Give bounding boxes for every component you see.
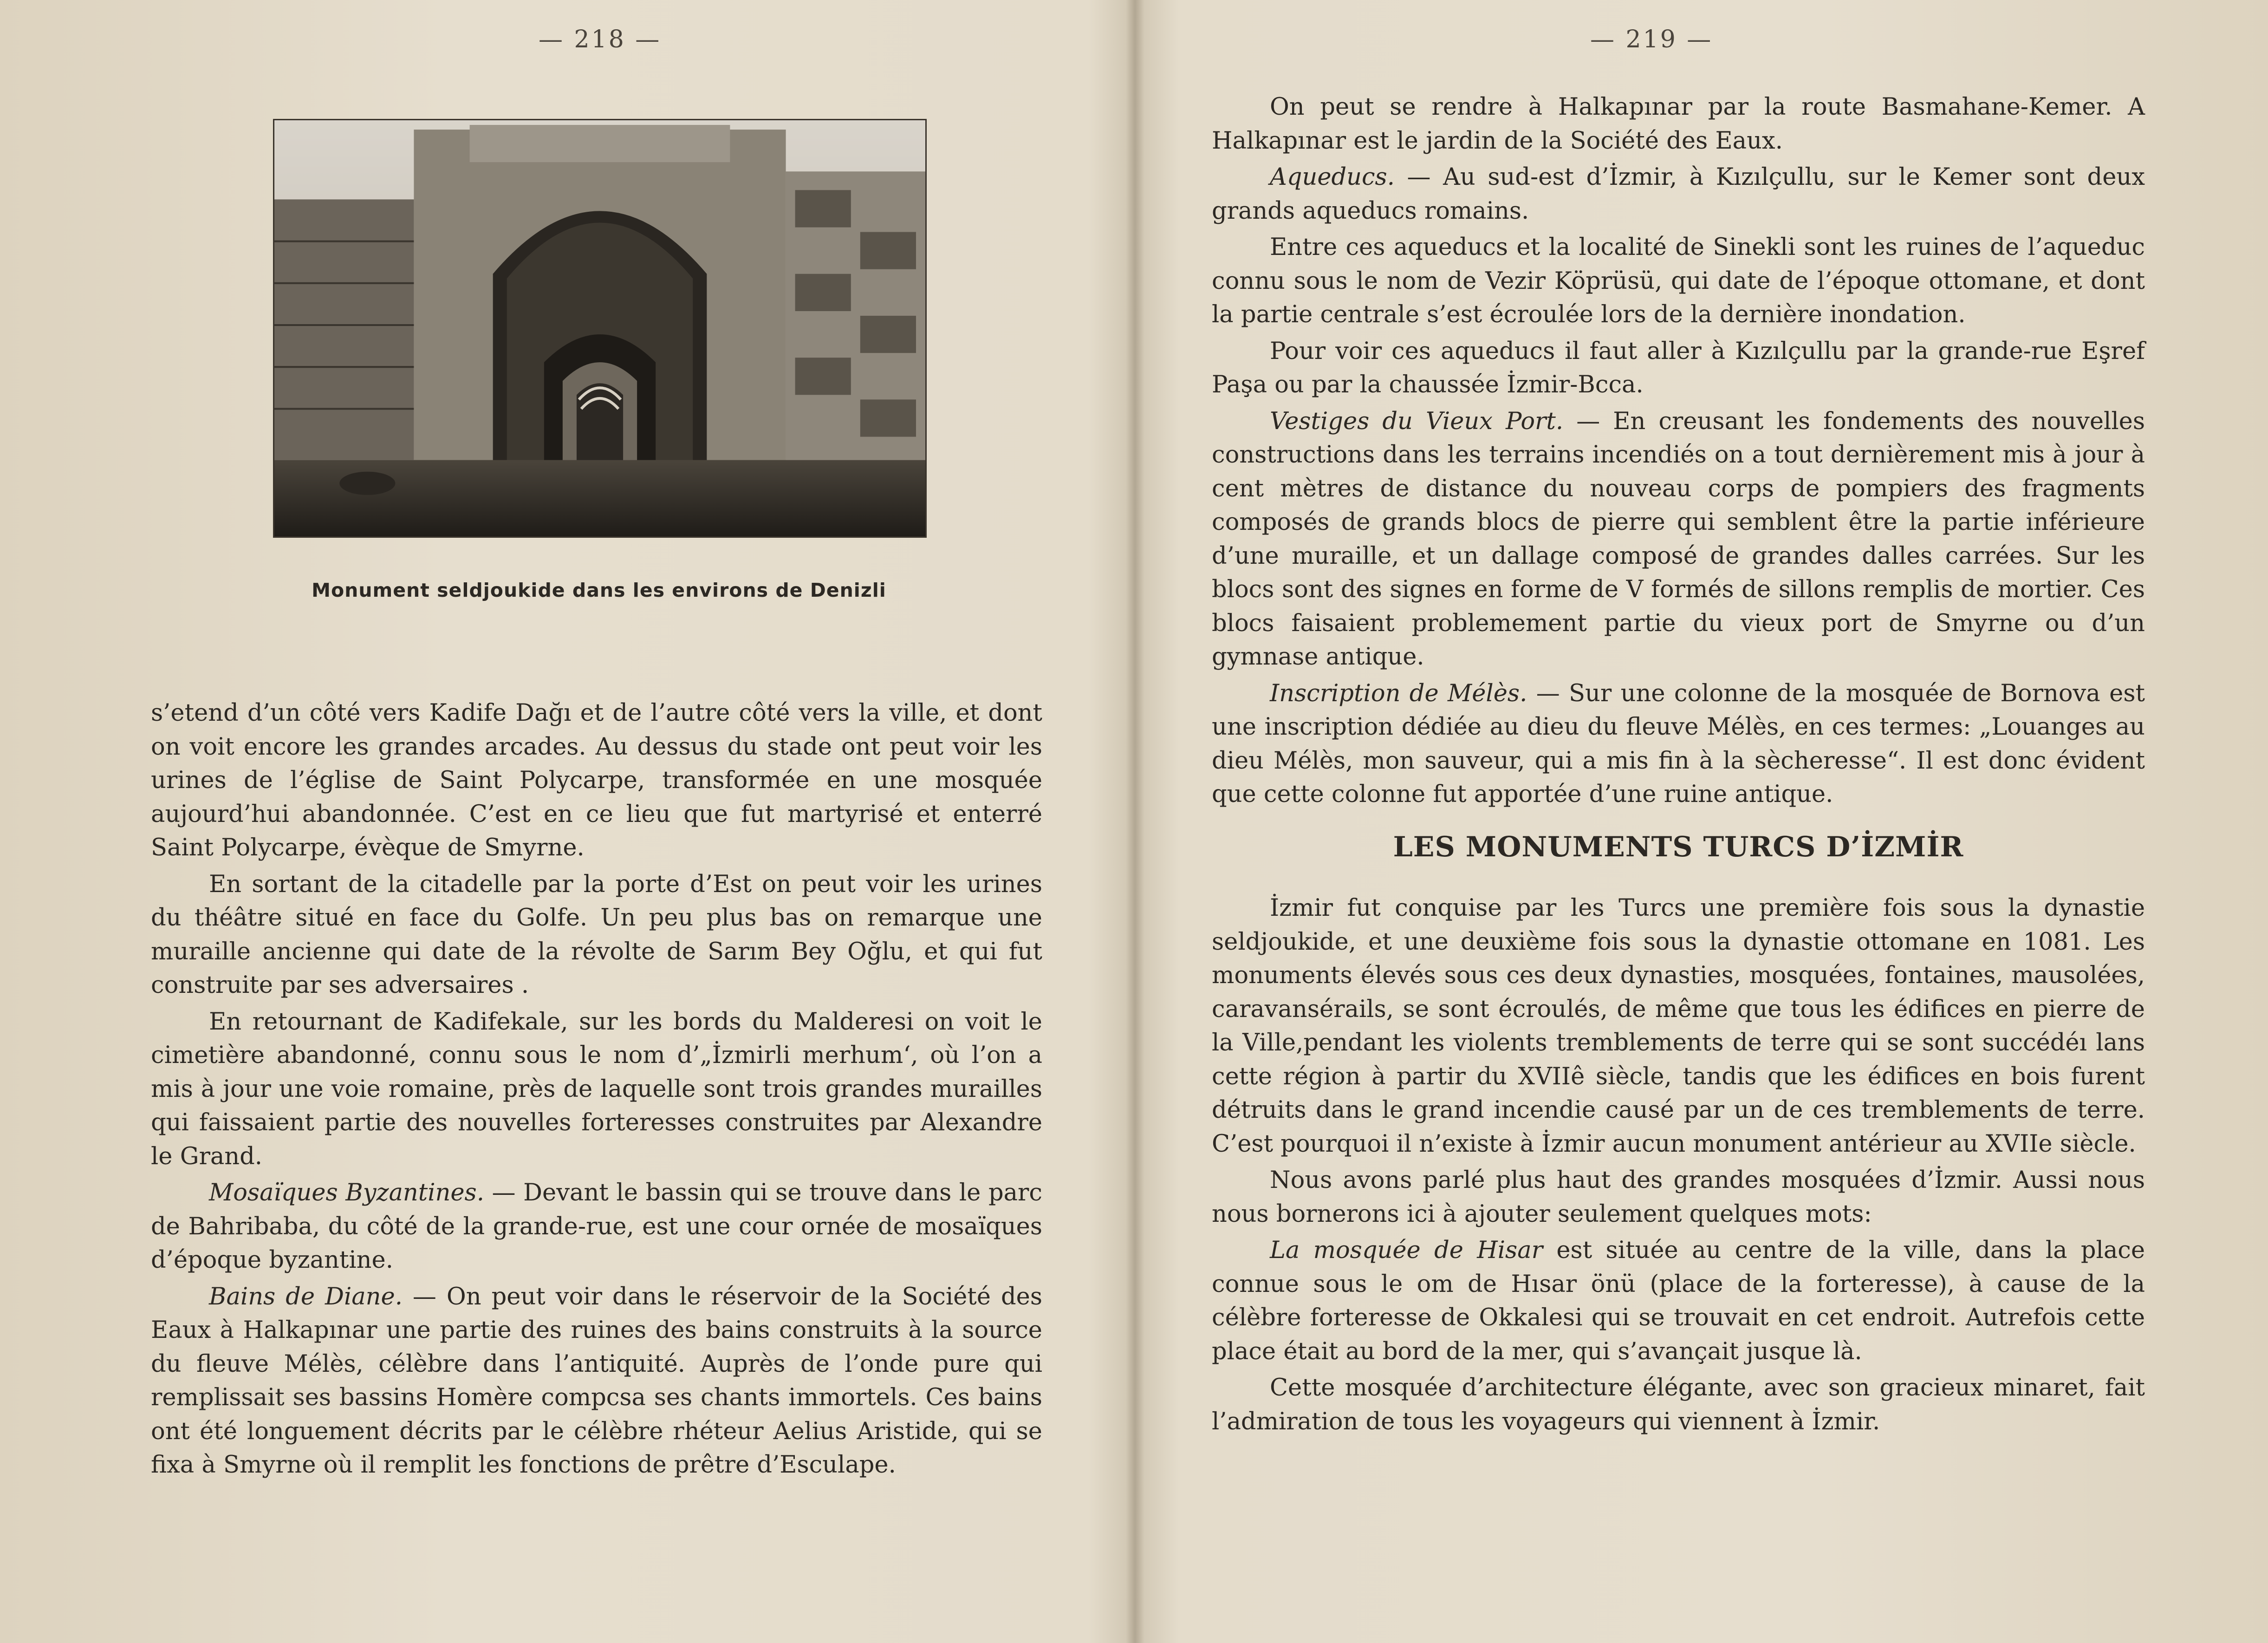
section-lead: La mosquée de Hisar <box>1270 1237 1543 1264</box>
paragraph: Cette mosquée d’architecture élégante, avec son gracieux minaret, fait l’admiration de tous les voyageurs qui viennent à İzmir. <box>1212 1374 2145 1435</box>
paragraph: Entre ces aqueducs et la localité de Sinekli sont les ruines de l’aqueduc connu sous le nom de Vezir Köprüsü, qui date de l’époque ottomane, et dont la partie centrale s’est écroulée lors de la dernière inondation. <box>1212 234 2145 328</box>
paragraph: En sortant de la citadelle par la porte d’Est on peut voir les urines du théâtre situé en face du Golfe. Un peu plus bas on remarque une muraille ancienne qui date de la révolte de Sarım Bey Oğlu, et qui fut construite par ses adversaires . <box>151 870 1042 999</box>
paragraph: Mosaïques Byzantines. — Devant le bassin qui se trouve dans le parc de Bahribaba, du côté de la grande-rue, est une cour ornée de mosaïques d’époque byzantine. <box>151 1179 1042 1274</box>
paragraph: La mosquée de Hisar est située au centre de la ville, dans la place connue sous le om de Hısar önü (place de la forteresse), à cause de la célèbre forteresse de Okkalesi qui se trouvait en cet endroit. Autrefois cette place était au bord de la mer, qui s’avançait jusque là. <box>1212 1237 2145 1365</box>
paragraph: Pour voir ces aqueducs il faut aller à Kızılçullu par la grande-rue Eşref Paşa ou par la chaussée İzmir-Bcca. <box>1212 337 2145 398</box>
seljuk-portal-illustration <box>274 120 925 536</box>
right-page <box>1135 0 2268 1643</box>
paragraph: On peut se rendre à Halkapınar par la route Basmahane-Kemer. A Halkapınar est le jardin de la Société des Eaux. <box>1212 93 2145 155</box>
paragraph: Bains de Diane. — On peut voir dans le réservoir de la Société des Eaux à Halkapınar une partie des ruines des bains construits à la source du fleuve Mélès, célèbre dans l’antiquité. Auprès de l’onde pure qui remplissait ses bassins Homère compcsa ses chants immortels. Ces bains ont été longuement décrits par le célèbre rhéteur Aelius Aristide, qui se fixa à Smyrne où il remplit les fonctions de prêtre d’Esculape. <box>151 1283 1042 1479</box>
section-lead: Aqueducs. <box>1270 163 1395 191</box>
paragraph: Vestiges du Vieux Port. — En creusant les fondements des nouvelles constructions dans les terrains incendiés on a tout dernièrement mis à jour à cent mètres de distance du nouveau corps de pompiers des fragments composés de grands blocs de pierre qui semblent être la partie inférieure d’une muraille, et un dallage composé de grandes dalles carrées. Sur les blocs sont des signes en forme de V formés de sillons remplis de mortier. Ces blocs faisaient problemement partie du vieux port de Smyrne ou d’un gymnase antique. <box>1212 407 2145 671</box>
left-page-body <box>151 697 1042 1485</box>
section-lead: Inscription de Mélès. <box>1270 679 1527 707</box>
section-lead: Vestiges du Vieux Port. <box>1270 407 1564 435</box>
page-number: — 219 — <box>1590 26 1713 53</box>
monument-photo <box>273 119 927 538</box>
section-lead: Mosaïques Byzantines. <box>209 1179 484 1206</box>
paragraph: En retournant de Kadifekale, sur les bords du Malderesi on voit le cimetière abandonné, connu sous le nom d’„İzmirli merhum‘, où l’on a mis à jour une voie romaine, près de laquelle sont trois grandes murailles qui faissaient partie des nouvelles forteresses construites par Alexandre le Grand. <box>151 1008 1042 1170</box>
paragraph: Inscription de Mélès. — Sur une colonne de la mosquée de Bornova est une inscription dédiée au dieu du fleuve Mélès, en ces termes: „Louanges au dieu Mélès, mon sauveur, qui a mis fin à la sècheresse“. Il est donc évident que cette colonne fut apportée d’une ruine antique. <box>1212 679 2145 808</box>
right-page-body <box>1212 91 2145 1441</box>
paragraph: s’etend d’un côté vers Kadife Dağı et de l’autre côté vers la ville, et dont on voit encore les grandes arcades. Au dessus du stade ont peut voir les urines de l’église de Saint Polycarpe, transformée en une mosquée aujourd’hui abandonnée. C’est en ce lieu que fut martyrisé et enterré Saint Polycarpe, évèque de Smyrne. <box>151 699 1042 861</box>
page-number: — 218 — <box>539 26 662 53</box>
paragraph: İzmir fut conquise par les Turcs une première fois sous la dynastie seldjoukide, et une deuxième fois sous la dynastie ottomane en 1081. Les monuments élevés sous ces deux dynasties, mosquées, fontaines, mausolées, caravansérails, se sont écroulés, de même que tous les édifices en pierre de la Ville,pendant les violents tremblements de terre qui se sont succédéı lans cette région à partir du XVIIê siècle, tandis que les édifices en bois furent détruits dans le grand incendie causé par un de ces tremblements de terre. C’est pourquoi il n’existe à İzmir aucun monument antérieur au XVIIe siècle. <box>1212 894 2145 1158</box>
section-heading: LES MONUMENTS TURCS D’İZMİR <box>1393 830 1964 863</box>
section-lead: Bains de Diane. <box>209 1283 403 1310</box>
paragraph: Nous avons parlé plus haut des grandes mosquées d’İzmir. Aussi nous nous bornerons ici à ajouter seulement quelques mots: <box>1212 1167 2145 1228</box>
left-page <box>0 0 1133 1643</box>
photo-caption: Monument seldjoukide dans les environs de Denizli <box>312 579 886 601</box>
paragraph: Aqueducs. — Au sud-est d’İzmir, à Kızılçullu, sur le Kemer sont deux grands aqueducs romains. <box>1212 163 2145 225</box>
